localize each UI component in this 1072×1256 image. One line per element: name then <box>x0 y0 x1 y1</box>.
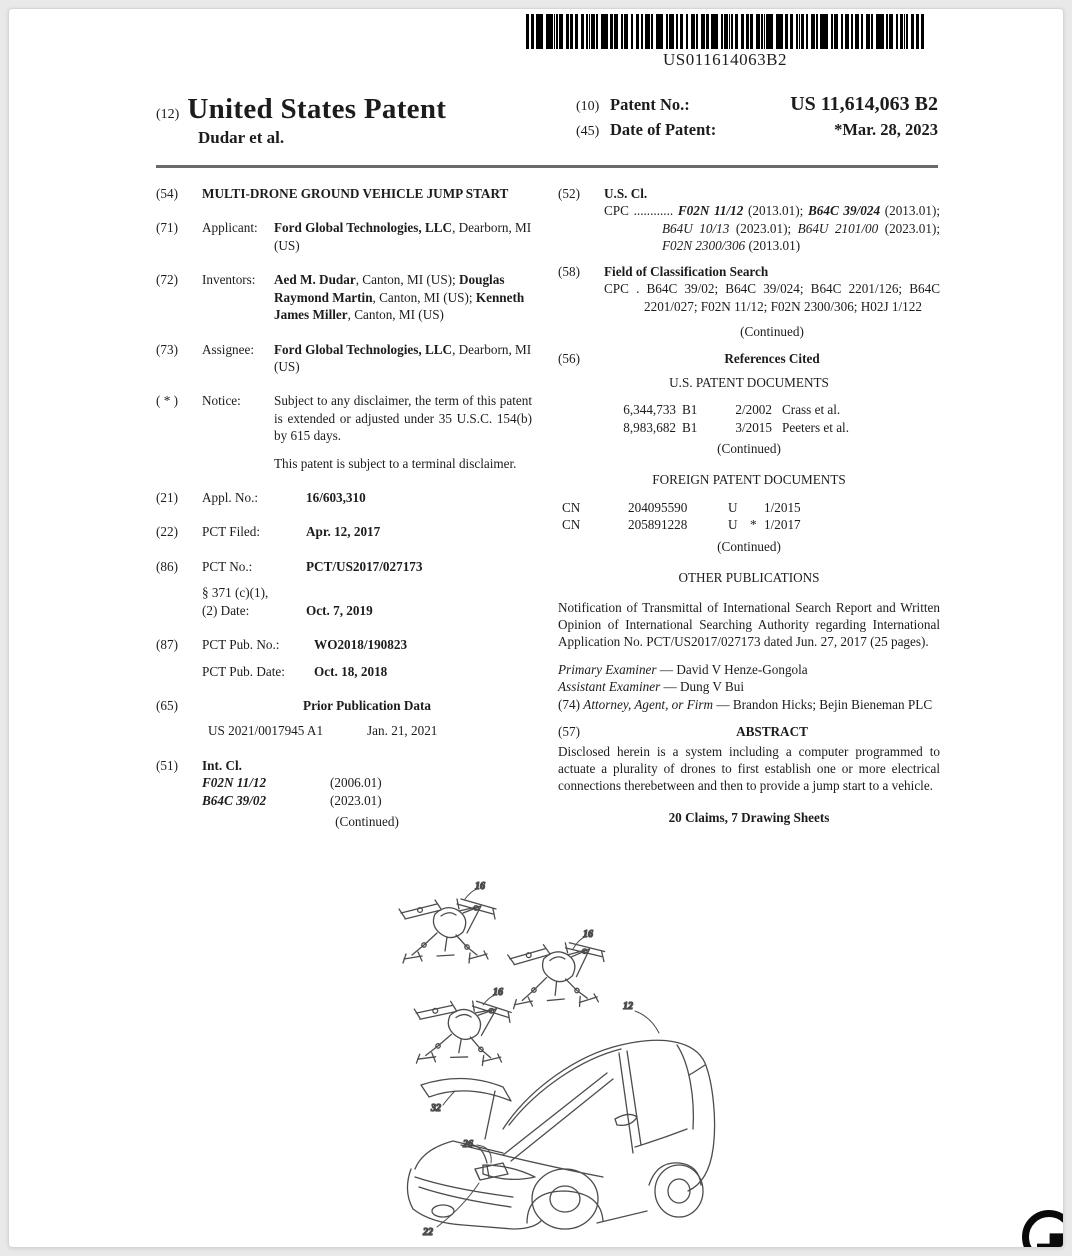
int-cl-date: (2006.01) <box>330 775 382 791</box>
field-search-body: CPC . B64C 39/02; B64C 39/024; B64C 2201/126; B64C 2201/027; F02N 11/12; F02N 2300/306; H02J 1/122 <box>604 281 940 314</box>
field-72-inventors: (72) Inventors: Aed M. Dudar, Canton, MI (US); Douglas Raymond Martin, Canton, MI (US); Kenneth James Miller, Canton, MI (US) <box>156 271 532 323</box>
abstract-body: Disclosed herein is a system including a computer programmed to actuate a plurality of drones to first establish one or more electrical connections therebetween and then to provide a jump start to a vehicle. <box>558 743 940 794</box>
patent-page <box>8 8 1064 1248</box>
field-notice: ( * ) Notice: Subject to any disclaimer, the term of this patent is extended or adjusted under 35 U.S.C. 154(b) by 615 days. This patent is subject to a terminal disclaimer. <box>156 393 532 471</box>
field-73-assignee: (73) Assignee: Ford Global Technologies, LLC, Dearborn, MI (US) <box>156 341 532 374</box>
figure-label-drone-1: 16 <box>475 881 485 892</box>
field-58-classification-search: (58) Field of Classification Search CPC . B64C 39/02; B64C 39/024; B64C 2201/126; B64C 2201/027; F02N 11/12; F02N 2300/306; H02J 1/122 (Continued) <box>558 263 940 339</box>
date-of-patent-label: Date of Patent: <box>610 120 717 139</box>
applicant-label: Applicant: <box>202 220 258 236</box>
us-docs-continued: (Continued) <box>717 441 781 457</box>
us-cl-heading: U.S. Cl. <box>604 186 648 201</box>
us-cl-cpc: CPC ............ F02N 11/12 (2013.01); B64C 39/024 (2013.01); B64U 10/13 (2023.01); B64U 2101/00 (2023.01); F02N 2300/306 (2013.01) <box>604 203 941 254</box>
field-52-us-cl: (52) U.S. Cl. CPC ............ F02N 11/12 (2013.01); B64C 39/024 (2013.01); B64U 10/13 (2023.01); B64U 2101/00 (2023.01); F02N 2300/306 (2013.01) <box>558 186 941 254</box>
pct-date-label: (2) Date: <box>202 602 250 618</box>
pct-pub-no-label: PCT Pub. No.: <box>202 637 280 653</box>
int-cl-date: (2023.01) <box>330 792 382 808</box>
other-publications-heading: OTHER PUBLICATIONS <box>678 570 820 586</box>
figure-label-hood: 32 <box>431 1103 441 1114</box>
patent-figure <box>391 877 735 1248</box>
barcode-icon <box>526 14 924 49</box>
appl-no-value: 16/603,310 <box>306 490 366 506</box>
notice-label: Notice: <box>202 393 241 409</box>
us-patent-docs-heading: U.S. PATENT DOCUMENTS <box>669 374 829 390</box>
inventors-label: Inventors: <box>202 272 256 288</box>
page-title: United States Patent <box>187 93 447 125</box>
field-56-references: (56) References Cited <box>558 350 940 367</box>
foreign-docs-continued: (Continued) <box>717 538 781 554</box>
references-heading: References Cited <box>724 351 820 367</box>
field-code-10: (10) <box>576 99 600 114</box>
pct-pub-date-label: PCT Pub. Date: <box>202 663 285 679</box>
invention-title: MULTI-DRONE GROUND VEHICLE JUMP START <box>202 186 509 201</box>
field-code-45: (45) <box>576 124 600 139</box>
drone-3 <box>412 999 511 1066</box>
pct-no-value: PCT/US2017/027173 <box>306 558 423 574</box>
publication-number: US 2021/0017945 A1 <box>208 723 324 739</box>
pct-371-line: § 371 (c)(1), <box>202 585 269 601</box>
int-cl-continued: (Continued) <box>335 814 399 830</box>
publication-date: Jan. 21, 2021 <box>367 723 438 739</box>
us-patent-doc-row: 6,344,733 B1 2/2002 Crass et al. <box>623 402 841 418</box>
foreign-doc-row: CN 205891228 U * 1/2017 <box>562 517 801 533</box>
appl-no-label: Appl. No.: <box>202 490 259 506</box>
bibliographic-columns <box>156 185 940 848</box>
other-publications-body: Notification of Transmittal of International Search Report and Written Opinion of International Searching Authority regarding International Application No. PCT/US2017/027173 dated Jun. 27, 2017 (25 pages). <box>558 599 940 650</box>
field-51-int-cl: (51) Int. Cl. F02N 11/12 (2006.01) B64C 39/02 (2023.01) (Continued) <box>156 757 532 831</box>
field-21-appl-no: (21) Appl. No.: 16/603,310 <box>156 489 532 506</box>
patent-header <box>156 93 938 148</box>
pct-filed-label: PCT Filed: <box>202 524 261 540</box>
figure-label-battery: 26 <box>463 1139 473 1150</box>
right-column <box>558 185 940 848</box>
assistant-examiner-line: Assistant Examiner — Dung V Bui <box>558 679 744 695</box>
inventor-surname: Dudar et al. <box>198 128 285 147</box>
patent-no-label: Patent No.: <box>610 95 690 114</box>
figure-label-bumper: 22 <box>423 1227 433 1238</box>
figure-label-vehicle: 12 <box>623 1001 633 1012</box>
field-code-12: (12) <box>156 107 180 122</box>
inventors-value: Aed M. Dudar, Canton, MI (US); Douglas Raymond Martin, Canton, MI (US); Kenneth James Miller, Canton, MI (US) <box>274 272 525 323</box>
header-divider <box>156 165 938 168</box>
pct-no-label: PCT No.: <box>202 558 253 574</box>
patent-number: US 11,614,063 B2 <box>790 93 938 115</box>
field-22-pct-filed: (22) PCT Filed: Apr. 12, 2017 <box>156 523 532 540</box>
foreign-doc-row: CN 204095590 U 1/2015 <box>562 499 801 515</box>
pct-pub-date-value: Oct. 18, 2018 <box>314 663 388 679</box>
foreign-docs-heading: FOREIGN PATENT DOCUMENTS <box>652 472 846 488</box>
barcode-block <box>526 14 924 70</box>
corner-overlay-icon[interactable] <box>1022 1210 1064 1248</box>
int-cl-code: F02N 11/12 <box>202 775 267 791</box>
field-87-pct-pub: (87) PCT Pub. No.: WO2018/190823 PCT Pub. Date: Oct. 18, 2018 <box>156 636 532 680</box>
field-search-heading: Field of Classification Search <box>604 263 769 279</box>
drone-2 <box>507 942 606 1009</box>
field-71-applicant: (71) Applicant: Ford Global Technologies, LLC, Dearborn, MI (US) <box>156 220 532 253</box>
field-57-abstract: (57) ABSTRACT <box>558 723 940 740</box>
pct-date-value: Oct. 7, 2019 <box>306 602 373 618</box>
field-65-prior-publication: (65) Prior Publication Data US 2021/0017945 A1 Jan. 21, 2021 <box>156 697 532 740</box>
assignee-value: Ford Global Technologies, LLC, Dearborn, MI (US) <box>274 341 532 374</box>
figure-label-drone-3: 16 <box>493 987 503 998</box>
pct-filed-value: Apr. 12, 2017 <box>306 524 381 540</box>
drone-1 <box>399 899 496 963</box>
figure-label-drone-2: 16 <box>583 929 593 940</box>
field-86-pct-no: (86) PCT No.: PCT/US2017/027173 § 371 (c)(1), (2) Date: Oct. 7, 2019 <box>156 558 532 619</box>
prior-publication-heading: Prior Publication Data <box>303 698 431 714</box>
field-search-continued: (Continued) <box>740 323 804 339</box>
pct-pub-no-value: WO2018/190823 <box>314 637 408 653</box>
attorney-line: (74) Attorney, Agent, or Firm — Brandon Hicks; Bejin Bieneman PLC <box>558 696 933 712</box>
assignee-label: Assignee: <box>202 341 255 357</box>
applicant-value: Ford Global Technologies, LLC, Dearborn, MI (US) <box>274 220 532 253</box>
claims-line: 20 Claims, 7 Drawing Sheets <box>668 809 830 825</box>
field-54-title: (54) MULTI-DRONE GROUND VEHICLE JUMP START <box>156 185 532 202</box>
notice-text-1: Subject to any disclaimer, the term of this patent is extended or adjusted under 35 U.S.C. 154(b) by 615 days. <box>274 393 532 444</box>
primary-examiner-line: Primary Examiner — David V Henze-Gongola <box>558 661 808 677</box>
int-cl-heading: Int. Cl. <box>202 757 242 773</box>
int-cl-code: B64C 39/02 <box>202 792 267 808</box>
notice-text-2: This patent is subject to a terminal disclaimer. <box>274 455 517 471</box>
abstract-heading: ABSTRACT <box>736 724 808 740</box>
us-patent-doc-row: 8,983,682 B1 3/2015 Peeters et al. <box>623 419 850 435</box>
barcode-number: US011614063B2 <box>663 50 787 69</box>
left-column <box>156 185 532 848</box>
vehicle-drawing <box>407 1040 714 1229</box>
date-of-patent: *Mar. 28, 2023 <box>834 120 938 139</box>
